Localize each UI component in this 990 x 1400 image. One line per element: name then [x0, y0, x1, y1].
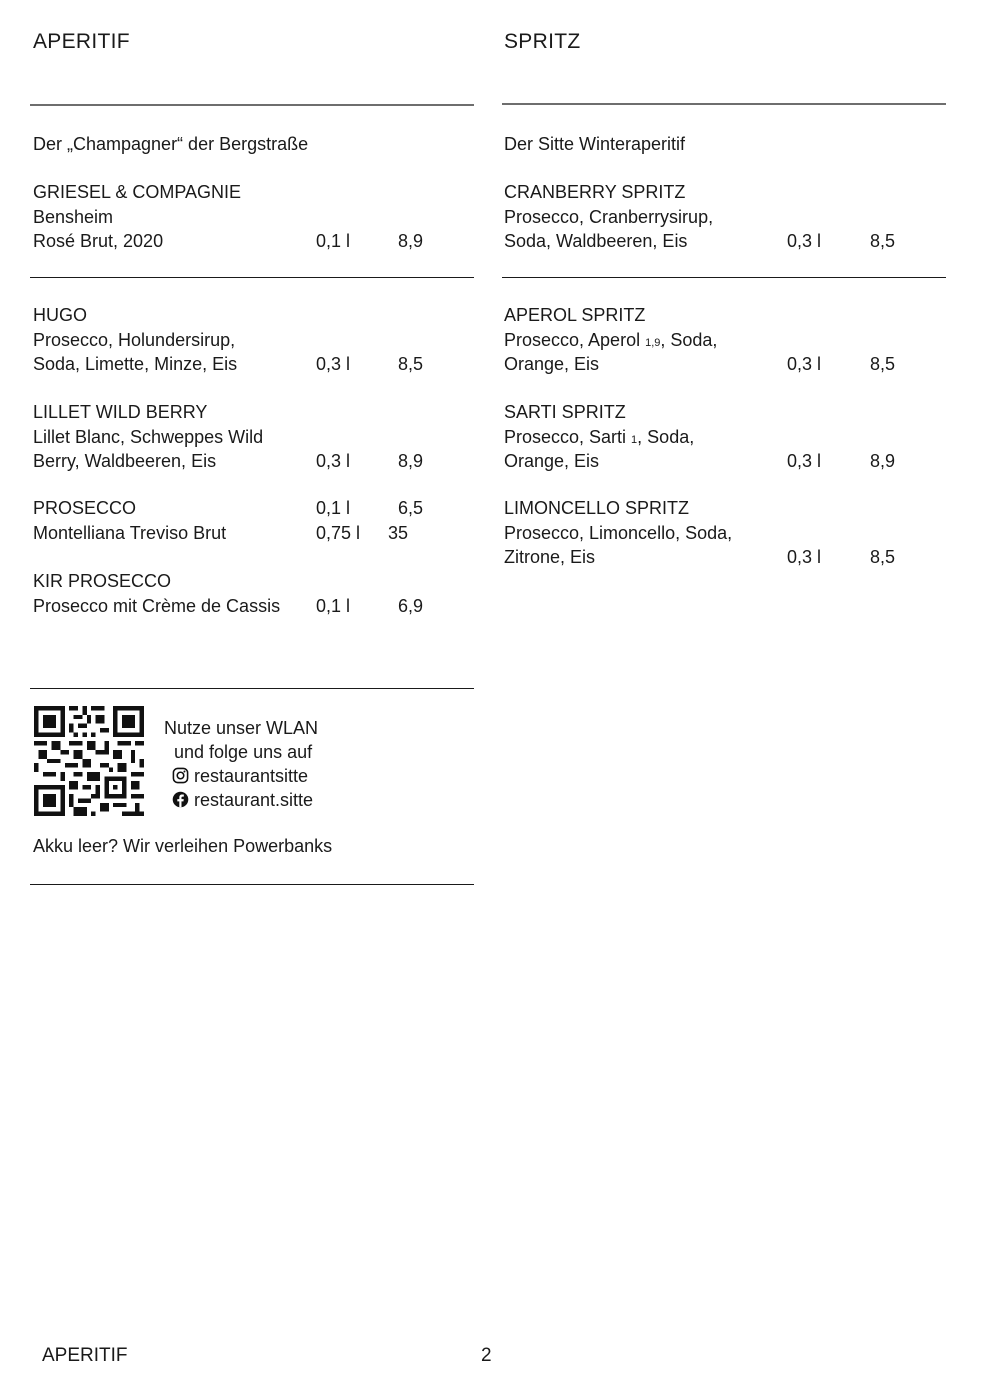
- aperitif-intro: Der „Champagner“ der Bergstraße: [33, 134, 309, 154]
- item-description: Lillet Blanc, Schweppes Wild: [33, 426, 264, 447]
- item-description-text: , Soda,: [637, 426, 695, 447]
- item-size: 0,1 l: [316, 231, 351, 251]
- item-description-text: Prosecco, Sarti: [504, 426, 632, 447]
- item-description: Orange, Eis: [504, 354, 600, 374]
- instagram-icon: [172, 767, 189, 784]
- instagram-link[interactable]: [164, 764, 318, 788]
- item-price: 8,9: [398, 231, 424, 251]
- item-description: Prosecco, Holundersirup,: [33, 329, 236, 350]
- wlan-line: Nutze unser WLAN: [164, 718, 319, 738]
- follow-line: und folge uns auf: [174, 742, 313, 762]
- instagram-handle: restaurantsitte: [194, 766, 309, 786]
- item-size: 0,1 l: [316, 498, 351, 518]
- item-description: Montelliana Treviso Brut: [33, 522, 227, 543]
- item-description: Rosé Brut, 2020: [33, 231, 164, 251]
- item-name: HUGO: [33, 305, 87, 325]
- item-size: 0,3 l: [787, 451, 822, 471]
- item-description-text: , Soda,: [660, 329, 718, 350]
- item-size: 0,3 l: [316, 451, 351, 471]
- item-description: Soda, Limette, Minze, Eis: [33, 354, 238, 374]
- menu-item-aperol-spritz: [504, 303, 944, 377]
- item-price: 6,9: [398, 595, 424, 616]
- item-description: [504, 425, 944, 450]
- aperitif-heading: APERITIF: [33, 30, 130, 53]
- item-price: 8,5: [870, 354, 896, 374]
- facebook-link[interactable]: [164, 788, 318, 812]
- item-name: LILLET WILD BERRY: [33, 402, 208, 422]
- allergen-code: 1: [631, 433, 638, 446]
- divider: [30, 104, 474, 106]
- item-price: 8,5: [398, 354, 424, 374]
- item-size: 0,75 l: [316, 522, 361, 543]
- item-description: Orange, Eis: [504, 451, 600, 471]
- item-description-text: Prosecco, Aperol: [504, 329, 646, 350]
- wlan-info: [164, 716, 318, 812]
- item-description: Prosecco mit Crème de Cassis: [33, 595, 281, 616]
- divider: [30, 884, 474, 885]
- menu-item-hugo: [33, 303, 473, 377]
- menu-item-prosecco: [33, 496, 473, 545]
- menu-item-limoncello-spritz: [504, 496, 944, 570]
- item-description: Berry, Waldbeeren, Eis: [33, 451, 217, 471]
- item-description: Zitrone, Eis: [504, 547, 596, 567]
- item-price: 6,5: [398, 498, 424, 518]
- item-size: 0,3 l: [316, 354, 351, 374]
- item-description: Bensheim: [33, 206, 114, 227]
- item-price: 35: [388, 522, 409, 543]
- menu-item-cranberry-spritz: [504, 180, 944, 254]
- item-description: Prosecco, Cranberrysirup,: [504, 206, 714, 227]
- spritz-intro: Der Sitte Winteraperitif: [504, 134, 686, 154]
- item-name: CRANBERRY SPRITZ: [504, 182, 686, 202]
- menu-item-sarti-spritz: [504, 400, 944, 474]
- menu-item-kir-prosecco: [33, 569, 473, 618]
- spritz-heading: SPRITZ: [504, 30, 581, 53]
- item-price: 8,5: [870, 547, 896, 567]
- divider: [30, 688, 474, 689]
- item-description: Soda, Waldbeeren, Eis: [504, 231, 688, 251]
- powerbank-note: Akku leer? Wir verleihen Powerbanks: [33, 836, 333, 856]
- item-name: KIR PROSECCO: [33, 571, 172, 591]
- item-size: 0,1 l: [316, 595, 351, 616]
- facebook-icon: [172, 791, 189, 808]
- item-price: 8,5: [870, 231, 896, 251]
- qr-code[interactable]: [34, 705, 144, 817]
- facebook-handle: restaurant.sitte: [194, 790, 314, 810]
- item-name: LIMONCELLO SPRITZ: [504, 498, 690, 518]
- item-name: PROSECCO: [33, 498, 137, 518]
- item-name: GRIESEL & COMPAGNIE: [33, 182, 242, 202]
- item-name: SARTI SPRITZ: [504, 402, 626, 422]
- page-number: 2: [481, 1345, 492, 1366]
- item-description: Prosecco, Limoncello, Soda,: [504, 522, 733, 543]
- footer-section-label: APERITIF: [42, 1345, 128, 1366]
- item-price: 8,9: [870, 451, 896, 471]
- item-description: [504, 328, 944, 353]
- divider: [502, 277, 946, 278]
- divider: [30, 277, 474, 278]
- item-size: 0,3 l: [787, 231, 822, 251]
- item-size: 0,3 l: [787, 354, 822, 374]
- menu-item-griesel: [33, 180, 473, 254]
- item-price: 8,9: [398, 451, 424, 471]
- item-name: APEROL SPRITZ: [504, 305, 646, 325]
- menu-item-lillet-wild-berry: [33, 400, 473, 474]
- item-size: 0,3 l: [787, 547, 822, 567]
- divider: [502, 103, 946, 105]
- allergen-code: 1,9: [645, 336, 661, 349]
